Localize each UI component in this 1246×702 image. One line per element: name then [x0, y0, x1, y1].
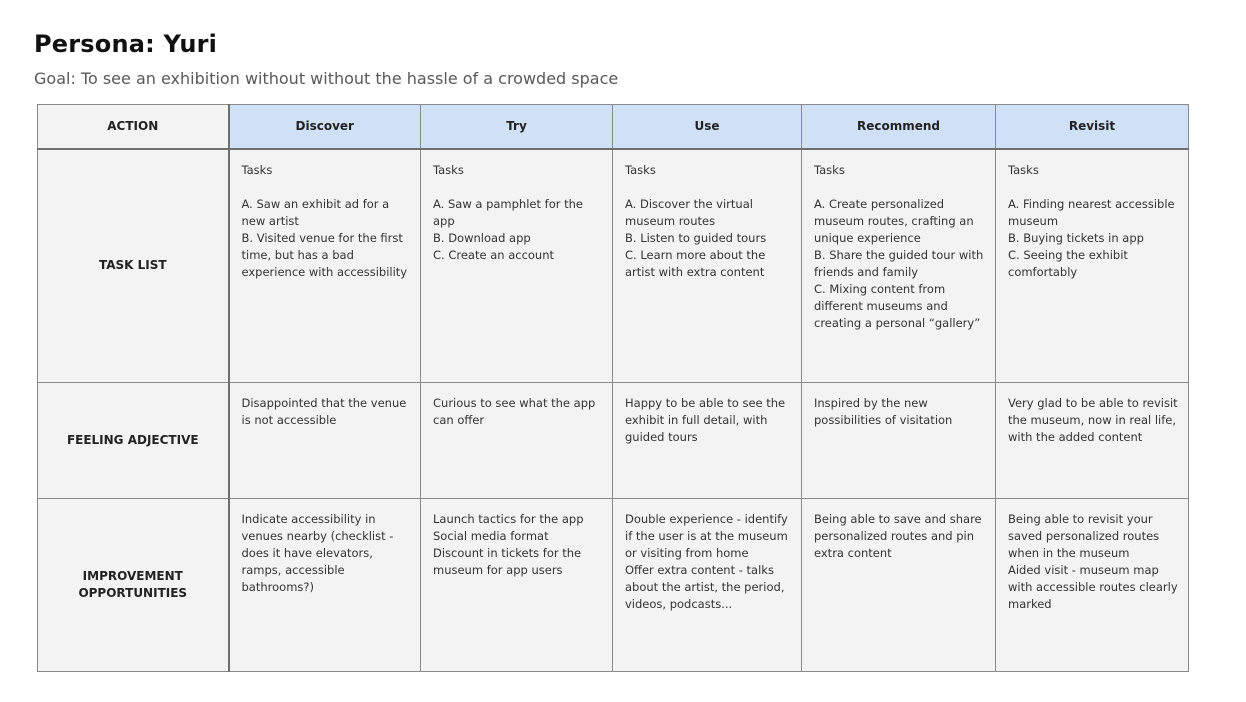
feeling-cell-recommend: [802, 383, 996, 499]
improvement-text: Double experience - identify if the user is at the museum or visiting from home Offer extra content - talks about the artist, the period, videos, podcasts...: [625, 512, 788, 611]
improvement-cell-use: [613, 499, 802, 672]
tasks-heading: Tasks: [1008, 162, 1039, 177]
improvement-cell-discover: [229, 499, 421, 672]
tasks-heading: Tasks: [625, 162, 656, 177]
improvement-cell-try: [421, 499, 613, 672]
feeling-adjective-row: [38, 383, 1189, 499]
feeling-text: Inspired by the new possibilities of visitation: [814, 396, 953, 427]
improvement-opportunities-label: IMPROVEMENT OPPORTUNITIES: [38, 499, 229, 672]
feeling-text: Curious to see what the app can offer: [433, 396, 596, 427]
improvement-text: Indicate accessibility in venues nearby (checklist - does it have elevators, ramps, accessible bathrooms?): [241, 512, 394, 594]
feeling-adjective-label: FEELING ADJECTIVE: [38, 383, 229, 499]
task-text: A. Discover the virtual museum routes B. Listen to guided tours C. Learn more about the artist with extra content: [625, 196, 767, 279]
feeling-text: Happy to be able to see the exhibit in full detail, with guided tours: [625, 396, 786, 444]
feeling-text: Disappointed that the venue is not accessible: [241, 396, 407, 427]
stage-header-revisit: Revisit: [996, 105, 1189, 149]
journey-map-table: [37, 104, 1189, 672]
feeling-cell-use: [613, 383, 802, 499]
tasks-heading: Tasks: [814, 162, 845, 177]
task-text: A. Create personalized museum routes, crafting an unique experience B. Share the guided tour with friends and family C. Mixing content from different museums and creating a personal “gallery”: [814, 196, 984, 330]
tasks-heading: Tasks: [241, 162, 273, 177]
stage-header-discover: Discover: [229, 105, 421, 149]
task-text: A. Saw an exhibit ad for a new artist B. Visited venue for the first time, but has a bad experience with accessibility: [241, 196, 408, 279]
page-title: Persona: Yuri: [34, 30, 218, 58]
improvement-cell-recommend: [802, 499, 996, 672]
task-list-row: [38, 149, 1189, 383]
action-header: ACTION: [38, 105, 229, 149]
task-text: A. Finding nearest accessible museum B. Buying tickets in app C. Seeing the exhibit comfortably: [1008, 196, 1175, 279]
tasks-heading: Tasks: [433, 162, 464, 177]
stage-header-try: Try: [421, 105, 613, 149]
improvement-text: Launch tactics for the app Social media format Discount in tickets for the museum for app users: [433, 512, 584, 577]
feeling-cell-revisit: [996, 383, 1189, 499]
task-text: A. Saw a pamphlet for the app B. Download app C. Create an account: [433, 196, 583, 262]
stage-header-recommend: Recommend: [802, 105, 996, 149]
stage-header-use: Use: [613, 105, 802, 149]
feeling-text: Very glad to be able to revisit the museum, now in real life, with the added content: [1008, 396, 1178, 444]
task-cell-try: [421, 149, 613, 383]
task-cell-recommend: [802, 149, 996, 383]
task-list-label: TASK LIST: [38, 149, 229, 383]
improvement-text: Being able to save and share personalized routes and pin extra content: [814, 512, 982, 560]
improvement-cell-revisit: [996, 499, 1189, 672]
task-cell-revisit: [996, 149, 1189, 383]
task-cell-use: [613, 149, 802, 383]
feeling-cell-try: [421, 383, 613, 499]
feeling-cell-discover: [229, 383, 421, 499]
header-row: [38, 105, 1189, 149]
improvement-text: Being able to revisit your saved personalized routes when in the museum Aided visit - museum map with accessible routes clearly marked: [1008, 512, 1178, 611]
task-cell-discover: [229, 149, 421, 383]
improvement-opportunities-row: [38, 499, 1189, 672]
page-goal: Goal: To see an exhibition without without the hassle of a crowded space: [34, 69, 619, 88]
